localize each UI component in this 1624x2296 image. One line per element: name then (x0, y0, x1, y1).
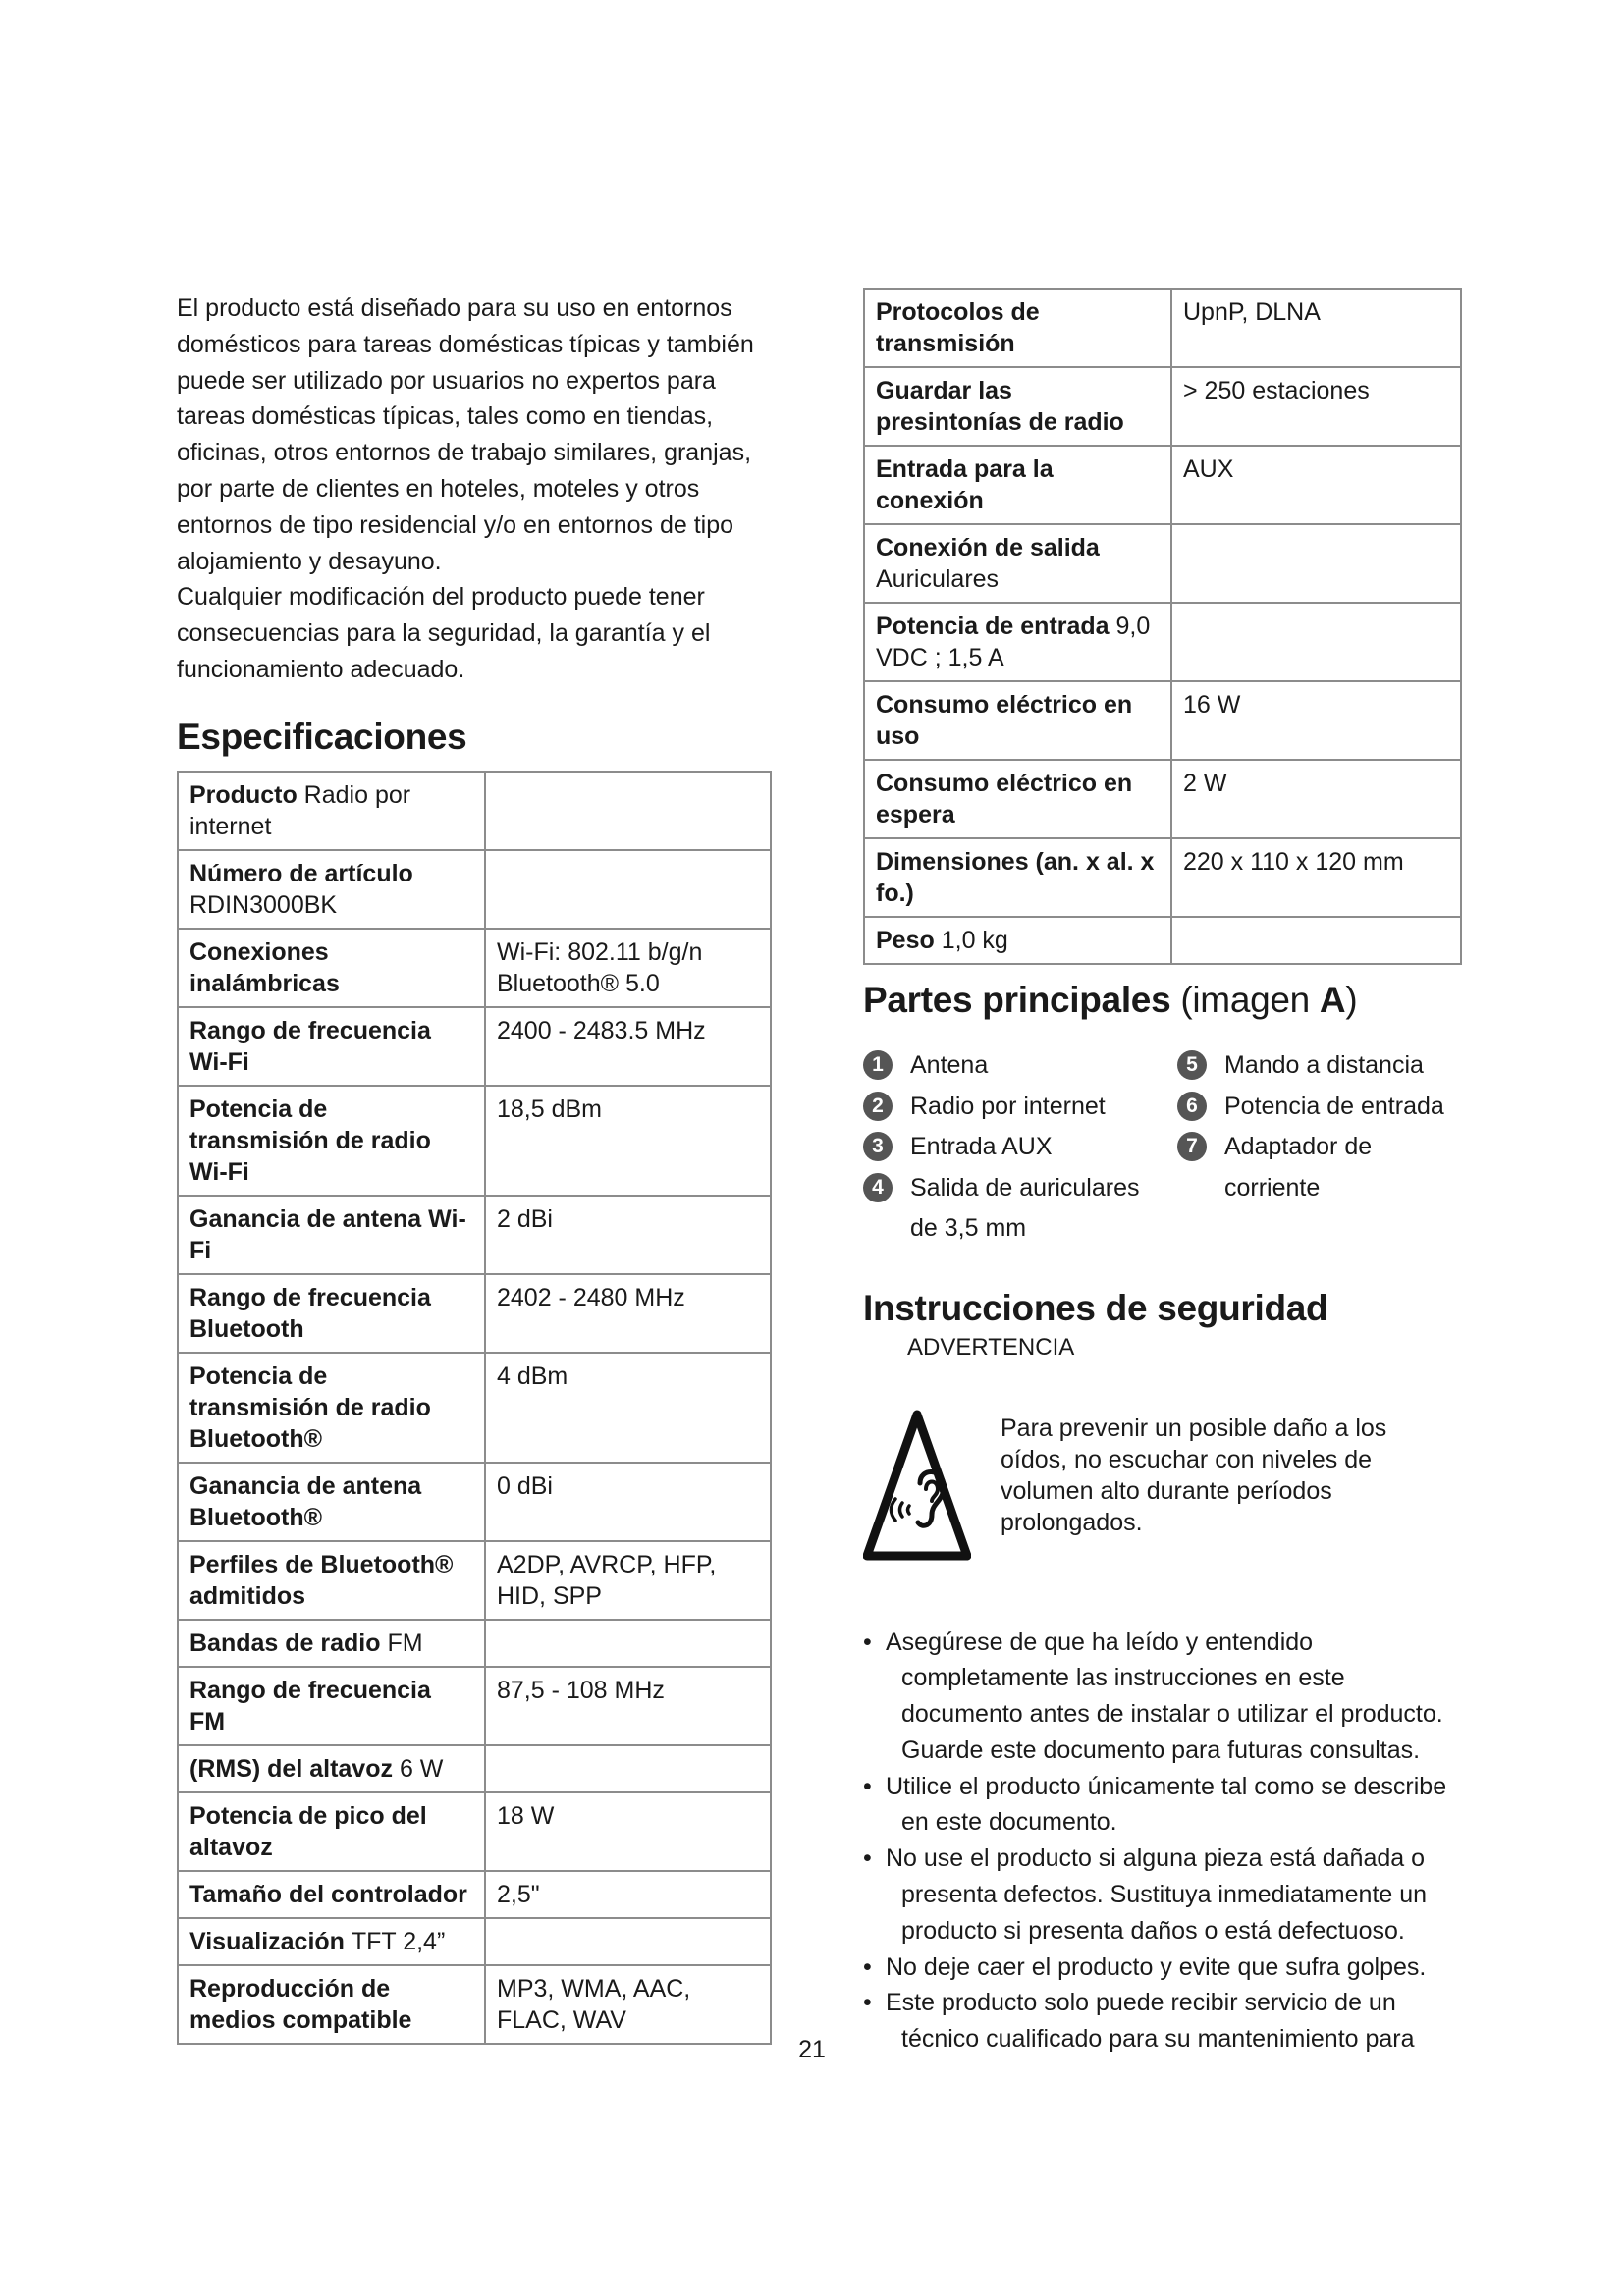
spec-label: Reproducción de medios compatible (189, 1974, 412, 2034)
spec-value: RDIN3000BK (189, 890, 338, 919)
spec-row (864, 838, 1461, 917)
spec-label: Potencia de transmisión de radio Bluetooth® (189, 1362, 431, 1453)
spec-value-cell (1171, 681, 1461, 760)
spec-label: Perfiles de Bluetooth® admitidos (189, 1550, 454, 1610)
spec-row (178, 1353, 771, 1463)
warning-label-text: ADVERTENCIA (907, 1333, 1075, 1361)
spec-value-cell (485, 1541, 771, 1620)
spec-value-cell (485, 1463, 771, 1541)
safety-bullet: • Este producto solo puede recibir servicio de un técnico cualificado para su mantenimiento para (863, 1985, 1462, 2057)
part-item (863, 1127, 1158, 1168)
spec-label-cell (178, 1463, 485, 1541)
spec-value: FM (387, 1629, 423, 1657)
spec-label: Entrada para la conexión (876, 455, 1054, 514)
spec-label: Guardar las presintonías de radio (876, 377, 1124, 436)
spec-value-cell (1171, 289, 1461, 367)
spec-value-cell (485, 1086, 771, 1196)
part-label: Potencia de entrada (1224, 1092, 1444, 1120)
spec-value: 1,0 kg (941, 927, 1008, 954)
spec-label: (RMS) del altavoz (189, 1754, 393, 1783)
spec-label: Potencia de entrada (876, 613, 1110, 640)
spec-value: 2400 - 2483.5 MHz (497, 1016, 706, 1044)
spec-row (864, 524, 1461, 603)
spec-label-cell (178, 772, 485, 850)
part-number-badge: 2 (863, 1092, 893, 1121)
spec-value-cell (485, 1196, 771, 1274)
spec-row (178, 772, 771, 850)
spec-row (178, 1620, 771, 1667)
parts-list (863, 1045, 1462, 1250)
spec-label-cell (864, 289, 1171, 367)
part-label: Salida de auriculares de 3,5 mm (910, 1173, 1140, 1242)
spec-value: 4 dBm (497, 1362, 568, 1390)
spec-label: Dimensiones (an. x al. x fo.) (876, 848, 1155, 907)
spec-label-cell (178, 929, 485, 1007)
spec-label-cell (178, 1007, 485, 1086)
safety-bullet: • Utilice el producto únicamente tal como se describe en este documento. (863, 1769, 1462, 1842)
spec-value-cell (485, 1918, 771, 1965)
spec-value: 2 W (1183, 770, 1227, 797)
parts-heading-end: ) (1345, 980, 1358, 1020)
spec-value: Wi-Fi: 802.11 b/g/n Bluetooth® 5.0 (497, 937, 703, 997)
intro-text (177, 291, 772, 688)
spec-row (178, 929, 771, 1007)
part-label: Mando a distancia (1224, 1051, 1424, 1079)
parts-heading (863, 979, 1462, 1022)
spec-row (178, 1745, 771, 1792)
part-label: Entrada AUX (910, 1133, 1053, 1160)
part-label: Antena (910, 1051, 989, 1079)
spec-value: 18,5 dBm (497, 1095, 603, 1123)
safety-heading: Instrucciones de seguridad (863, 1287, 1328, 1328)
safety-bullet: • No deje caer el producto y evite que sufra golpes. (863, 1949, 1462, 1986)
spec-label-cell (864, 367, 1171, 446)
part-number-badge: 3 (863, 1132, 893, 1161)
spec-row (178, 1541, 771, 1620)
spec-label: Ganancia de antena Wi-Fi (189, 1204, 466, 1264)
intro-paragraph-1: El producto está diseñado para su uso en entornos domésticos para tareas domésticas típicas y también puede ser utilizado por usuarios no expertos para tareas domésticas típicas, tales como en tiendas, oficinas, otros entornos de trabajo similares, granjas, por parte de clientes en hoteles, moteles y otros entornos de tipo residencial y/o en entornos de tipo alojamiento y desayuno. (177, 294, 754, 575)
parts-list-right (1177, 1045, 1462, 1250)
spec-label: Rango de frecuencia FM (189, 1676, 431, 1735)
spec-label-cell (864, 446, 1171, 524)
spec-value: 2,5" (497, 1880, 540, 1908)
spec-label-cell (864, 838, 1171, 917)
spec-value-cell (1171, 367, 1461, 446)
spec-label: Tamaño del controlador (189, 1880, 467, 1908)
spec-value: UpnP, DLNA (1183, 298, 1321, 326)
spec-label-cell (178, 1745, 485, 1792)
spec-value: TFT 2,4” (351, 1927, 446, 1955)
spec-value-cell (485, 1007, 771, 1086)
spec-value: AUX (1183, 455, 1234, 483)
spec-label: Rango de frecuencia Wi-Fi (189, 1016, 431, 1076)
spec-value-cell (485, 1871, 771, 1918)
spec-label: Potencia de pico del altavoz (189, 1801, 427, 1861)
spec-value: Auriculares (876, 565, 1000, 593)
spec-label: Consumo eléctrico en espera (876, 770, 1133, 828)
part-number-badge: 4 (863, 1173, 893, 1202)
parts-heading-ref: A (1319, 980, 1346, 1020)
part-label: Adaptador de corriente (1224, 1133, 1373, 1201)
spec-label-cell (178, 1086, 485, 1196)
spec-row (178, 1463, 771, 1541)
spec-value-cell (485, 1353, 771, 1463)
spec-label-cell (864, 524, 1171, 603)
spec-label-cell (178, 1871, 485, 1918)
spec-row (178, 1918, 771, 1965)
spec-value: 16 W (1183, 691, 1241, 719)
spec-value: 2 dBi (497, 1204, 553, 1233)
spec-value: > 250 estaciones (1183, 377, 1370, 404)
right-column (863, 288, 1462, 2057)
spec-row (864, 681, 1461, 760)
spec-value-cell (485, 929, 771, 1007)
spec-row (178, 1196, 771, 1274)
spec-value-cell (1171, 446, 1461, 524)
spec-row (178, 1086, 771, 1196)
safety-bullet: • Asegúrese de que ha leído y entendido completamente las instrucciones en este documento antes de instalar o utilizar el producto. Guarde este documento para futuras consultas. (863, 1625, 1462, 1769)
spec-value-cell (1171, 838, 1461, 917)
spec-value-cell (1171, 524, 1461, 603)
spec-label: Peso (876, 927, 935, 954)
spec-value: 220 x 110 x 120 mm (1183, 848, 1404, 876)
spec-row (178, 1871, 771, 1918)
spec-value-cell (485, 1965, 771, 2044)
part-item (1177, 1045, 1462, 1087)
spec-label: Protocolos de transmisión (876, 298, 1040, 357)
spec-label-cell (864, 603, 1171, 681)
spec-label: Ganancia de antena Bluetooth® (189, 1471, 422, 1531)
spec-label: Producto (189, 780, 298, 809)
spec-value-cell (1171, 760, 1461, 838)
spec-value-cell (485, 1274, 771, 1353)
specs-table-continued (863, 288, 1462, 965)
spec-row (864, 603, 1461, 681)
specs-heading: Especificaciones (177, 716, 467, 757)
spec-label-cell (178, 1353, 485, 1463)
spec-value: MP3, WMA, AAC, FLAC, WAV (497, 1974, 691, 2034)
part-item (863, 1045, 1158, 1087)
spec-row (178, 1792, 771, 1871)
part-label: Radio por internet (910, 1092, 1106, 1120)
parts-heading-bold: Partes principales (863, 980, 1171, 1020)
warning-box (863, 1407, 1462, 1564)
warning-text: Para prevenir un posible daño a los oídos, no escuchar con niveles de volumen alto durante períodos prolongados. (1001, 1414, 1387, 1536)
spec-row (864, 760, 1461, 838)
spec-label: Visualización (189, 1927, 345, 1955)
spec-value: 2402 - 2480 MHz (497, 1283, 685, 1311)
spec-value: 18 W (497, 1801, 555, 1830)
spec-row (864, 289, 1461, 367)
spec-label-cell (178, 1965, 485, 2044)
safety-bullets (863, 1625, 1462, 2058)
spec-row (178, 1274, 771, 1353)
spec-label-cell (178, 1274, 485, 1353)
spec-row (178, 1667, 771, 1745)
part-item (863, 1087, 1158, 1128)
spec-value: 87,5 - 108 MHz (497, 1676, 665, 1704)
hearing-warning-icon (863, 1407, 971, 1564)
spec-value-cell (485, 1792, 771, 1871)
part-item (1177, 1087, 1462, 1128)
spec-value-cell (485, 1667, 771, 1745)
spec-label-cell (864, 917, 1171, 964)
spec-value-cell (1171, 917, 1461, 964)
part-number-badge: 6 (1177, 1092, 1207, 1121)
page-number: 21 (798, 2036, 826, 2063)
spec-label-cell (178, 1918, 485, 1965)
part-number-badge: 5 (1177, 1050, 1207, 1080)
spec-label-cell (864, 681, 1171, 760)
spec-value: 9,0 VDC ; 1,5 A (876, 613, 1151, 671)
warning-label (907, 1334, 1462, 1362)
intro-paragraph-2: Cualquier modificación del producto puede tener consecuencias para la seguridad, la garantía y el funcionamiento adecuado. (177, 583, 711, 683)
spec-label-cell (178, 850, 485, 929)
spec-row (178, 850, 771, 929)
spec-row (864, 446, 1461, 524)
spec-value: 0 dBi (497, 1471, 553, 1500)
part-item (863, 1168, 1158, 1250)
parts-list-left (863, 1045, 1158, 1250)
spec-value: Radio por internet (189, 780, 411, 840)
spec-label-cell (178, 1196, 485, 1274)
spec-value-cell (485, 1745, 771, 1792)
spec-value-cell (485, 772, 771, 850)
spec-value: 6 W (399, 1754, 444, 1783)
spec-value-cell (1171, 603, 1461, 681)
spec-label-cell (864, 760, 1171, 838)
spec-label-cell (178, 1541, 485, 1620)
spec-row (864, 367, 1461, 446)
spec-row (178, 1007, 771, 1086)
spec-value-cell (485, 850, 771, 929)
spec-label: Conexiones inalámbricas (189, 937, 340, 997)
spec-label-cell (178, 1792, 485, 1871)
spec-value: A2DP, AVRCP, HFP, HID, SPP (497, 1550, 717, 1610)
specs-table (177, 771, 772, 2045)
safety-bullet: • No use el producto si alguna pieza está dañada o presenta defectos. Sustituya inmediatamente un producto si presenta daños o está defectuoso. (863, 1841, 1462, 1949)
spec-row (864, 917, 1461, 964)
spec-label: Potencia de transmisión de radio Wi-Fi (189, 1095, 431, 1186)
part-item (1177, 1127, 1462, 1208)
spec-label-cell (178, 1620, 485, 1667)
spec-row (178, 1965, 771, 2044)
spec-label: Consumo eléctrico en uso (876, 691, 1133, 750)
spec-label: Rango de frecuencia Bluetooth (189, 1283, 431, 1343)
spec-label: Bandas de radio (189, 1629, 381, 1657)
part-number-badge: 1 (863, 1050, 893, 1080)
spec-label-cell (178, 1667, 485, 1745)
left-column (177, 291, 772, 2045)
part-number-badge: 7 (1177, 1132, 1207, 1161)
spec-value-cell (485, 1620, 771, 1667)
spec-label: Conexión de salida (876, 534, 1100, 561)
parts-heading-normal: (imagen (1170, 980, 1320, 1020)
spec-label: Número de artículo (189, 859, 413, 887)
